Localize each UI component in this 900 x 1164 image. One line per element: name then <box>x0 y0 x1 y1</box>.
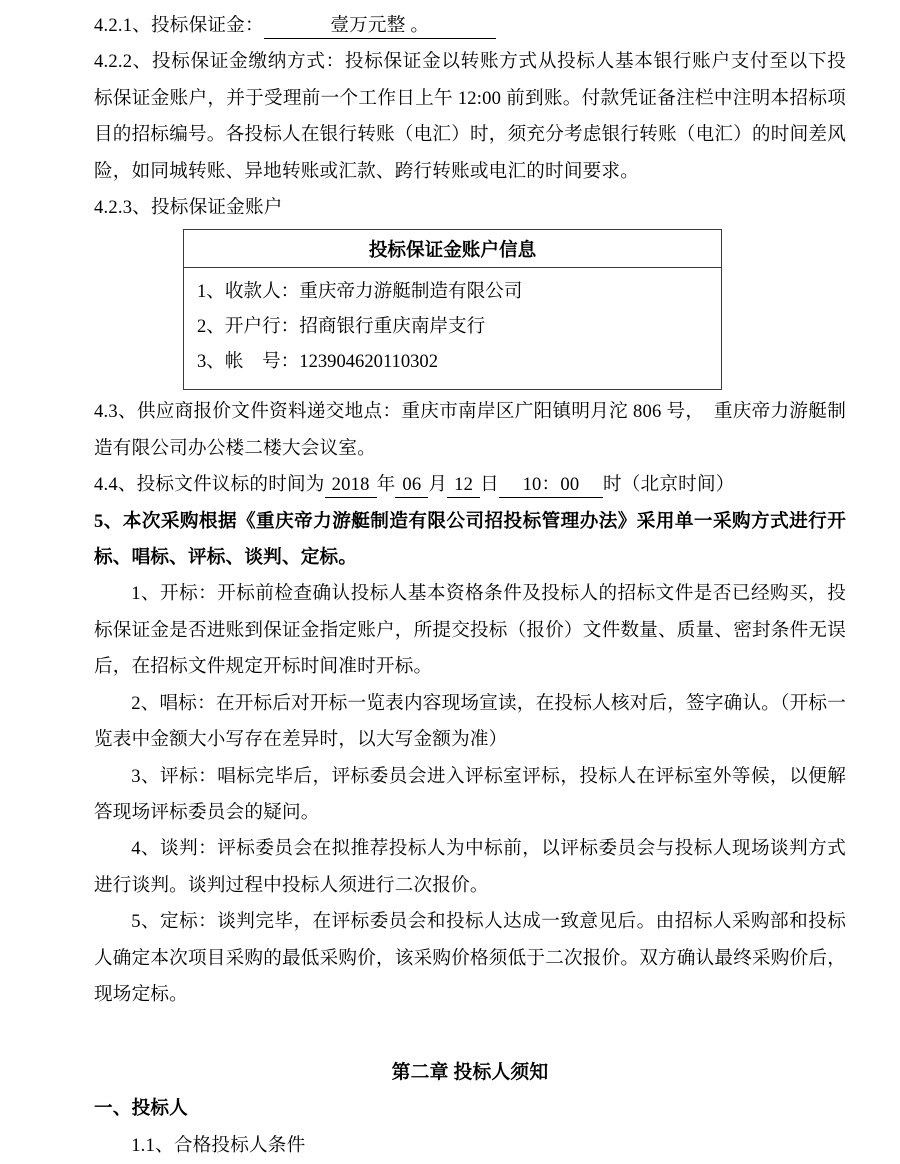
table-header-row <box>184 230 722 268</box>
bank-row: 2、开户行：招商银行重庆南岸支行 <box>197 316 486 338</box>
deposit-account-table <box>183 229 722 390</box>
clause-4-3: 4.3、供应商报价文件资料递交地点：重庆市南岸区广阳镇明月沱 806 号， 重庆帝力游艇制造有限公司办公楼二楼大会议室。 <box>94 401 846 459</box>
clause-4-2-2: 4.2.2、投标保证金缴纳方式：投标保证金以转账方式从投标人基本银行账户支付至以下投标保证金账户，并于受理前一个工作日上午 12:00 前到账。付款凭证备注栏中注明本招标项目的招标编号。各投标人在银行转账（电汇）时，须充分考虑银行转账（电汇）的时间差风险，如同城转账、异地转账或汇款、跨行转账或电汇的时间要求。 <box>94 51 846 182</box>
account-number-row: 3、帐 号：123904620110302 <box>197 351 439 373</box>
step-reading: 2、唱标：在开标后对开标一览表内容现场宣读，在投标人核对后，签字确认。（开标一览表中金额大小写存在差异时，以大写金额为准） <box>94 692 846 751</box>
clause-4-2-3: 4.2.3、投标保证金账户 <box>94 197 283 219</box>
bid-time-label: 4.4、投标文件议标的时间为 <box>94 474 325 496</box>
bid-day-unit: 日 <box>480 474 499 496</box>
bid-year-unit: 年 <box>376 474 396 496</box>
bid-month-blank: 06 <box>395 473 428 498</box>
deposit-amount-blank: 壹万元整 。 <box>264 14 496 39</box>
clause-5: 5、本次采购根据《重庆帝力游艇制造有限公司招投标管理办法》采用单一采购方式进行开标、唱标、评标、谈判、定标。 <box>94 510 846 569</box>
step-evaluation: 3、评标：唱标完毕后，评标委员会进入评标室评标，投标人在评标室外等候，以便解答现场评标委员会的疑问。 <box>94 765 846 823</box>
step-award: 5、定标：谈判完毕，在评标委员会和投标人达成一致意见后。由招标人采购部和投标人确定本次项目采购的最低采购价，该采购价格须低于二次报价。双方确认最终采购价后，现场定标。 <box>94 911 846 1005</box>
table-title: 投标保证金账户信息 <box>184 230 722 268</box>
step-opening: 1、开标：开标前检查确认投标人基本资格条件及投标人的招标文件是否已经购买，投标保证金是否进账到保证金指定账户，所提交投标（报价）文件数量、质量、密封条件无误后，在招标文件规定开标时间准时开标。 <box>94 583 846 678</box>
bid-month-unit: 月 <box>428 474 448 496</box>
bid-time-suffix: 时（北京时间） <box>602 474 735 496</box>
step-negotiation: 4、谈判：评标委员会在拟推荐投标人为中标前，以评标委员会与投标人现场谈判方式进行谈判。谈判过程中投标人须进行二次报价。 <box>94 838 846 896</box>
chapter-heading: 第二章 投标人须知 <box>391 1062 549 1084</box>
bid-time-blank: 10：00 <box>499 473 603 498</box>
payee-row: 1、收款人：重庆帝力游艇制造有限公司 <box>197 281 523 303</box>
bid-day-blank: 12 <box>447 473 480 498</box>
bid-year-blank: 2018 <box>325 473 377 498</box>
clause-4-2-1 <box>94 8 846 44</box>
table-body-row <box>184 268 722 390</box>
deposit-label: 4.2.1、投标保证金： <box>94 15 264 36</box>
clause-1-1: 1.1、合格投标人条件 <box>131 1134 306 1156</box>
section-bidder-heading: 一、投标人 <box>94 1098 188 1120</box>
clause-4-4 <box>94 467 846 503</box>
